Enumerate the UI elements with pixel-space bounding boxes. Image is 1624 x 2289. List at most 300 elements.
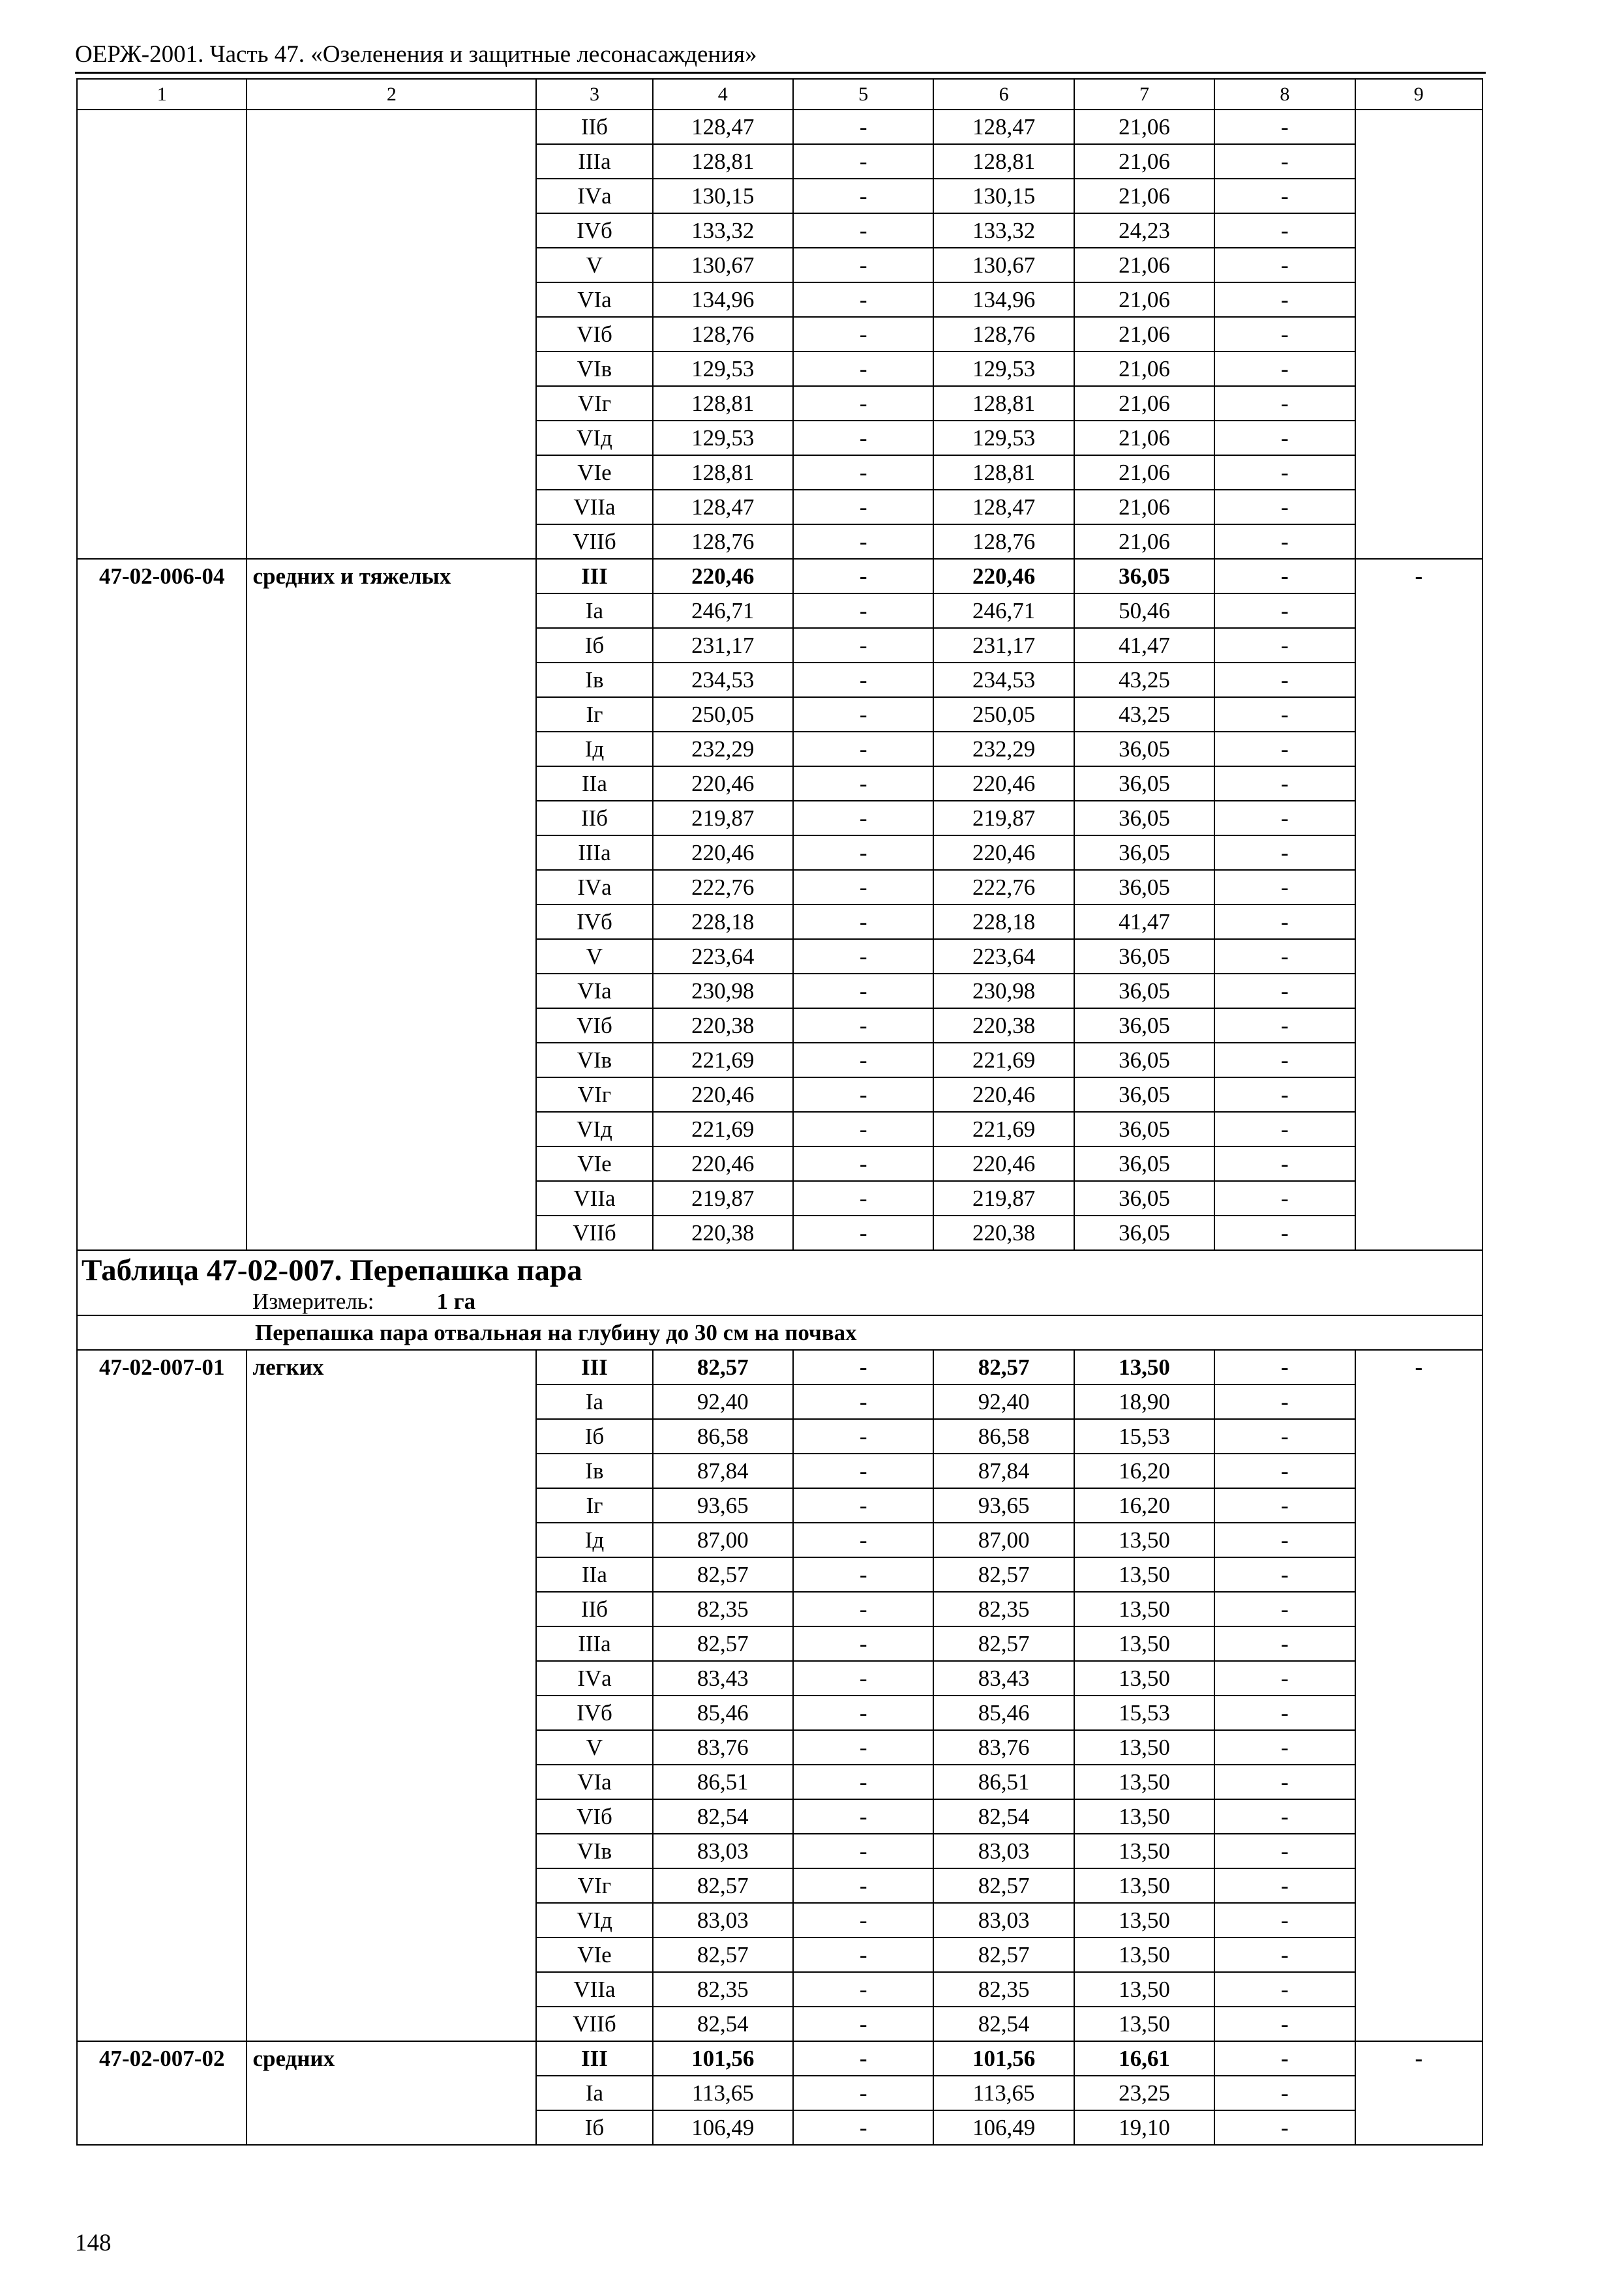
- rank: IIб: [536, 801, 652, 835]
- materials: -: [1214, 421, 1355, 455]
- worker-wages: -: [793, 1523, 933, 1557]
- materials: -: [1214, 732, 1355, 766]
- rates-table: [76, 78, 1483, 2146]
- worker-wages: -: [793, 317, 933, 352]
- total-cost: 92,40: [653, 1384, 793, 1419]
- total-cost: 83,76: [653, 1730, 793, 1765]
- driver-wages: 36,05: [1074, 801, 1214, 835]
- worker-wages: -: [793, 1730, 933, 1765]
- materials: -: [1214, 2076, 1355, 2110]
- total-cost: 230,98: [653, 974, 793, 1008]
- driver-wages: 15,53: [1074, 1696, 1214, 1730]
- measure-label: Измеритель:: [252, 1289, 374, 1314]
- materials: -: [1214, 1454, 1355, 1488]
- total-cost: 222,76: [653, 870, 793, 905]
- materials: -: [1214, 1696, 1355, 1730]
- worker-wages: -: [793, 1972, 933, 2007]
- total-cost: 220,46: [653, 1146, 793, 1181]
- total-cost: 134,96: [653, 282, 793, 317]
- note: -: [1355, 1350, 1482, 2041]
- rank: IIIа: [536, 1626, 652, 1661]
- rank: IVб: [536, 213, 652, 248]
- rank: VIб: [536, 1799, 652, 1834]
- total-cost: 220,46: [653, 559, 793, 593]
- machine-cost: 228,18: [933, 905, 1074, 939]
- rank: V: [536, 1730, 652, 1765]
- total-cost: 129,53: [653, 421, 793, 455]
- total-cost: 219,87: [653, 1181, 793, 1216]
- total-cost: 130,67: [653, 248, 793, 282]
- machine-cost: 82,57: [933, 1626, 1074, 1661]
- worker-wages: -: [793, 593, 933, 628]
- rank: IVа: [536, 870, 652, 905]
- rank: Iа: [536, 593, 652, 628]
- machine-cost: 85,46: [933, 1696, 1074, 1730]
- driver-wages: 36,05: [1074, 870, 1214, 905]
- table-body: [77, 79, 1482, 2145]
- worker-wages: -: [793, 1146, 933, 1181]
- rank: Iд: [536, 1523, 652, 1557]
- rank: III: [536, 559, 652, 593]
- worker-wages: -: [793, 1216, 933, 1250]
- driver-wages: 21,06: [1074, 179, 1214, 213]
- machine-cost: 82,35: [933, 1972, 1074, 2007]
- worker-wages: -: [793, 352, 933, 386]
- rank: Iв: [536, 663, 652, 697]
- worker-wages: -: [793, 1937, 933, 1972]
- machine-cost: 82,57: [933, 1868, 1074, 1903]
- materials: -: [1214, 1626, 1355, 1661]
- driver-wages: 18,90: [1074, 1384, 1214, 1419]
- column-number-2: 2: [247, 79, 536, 110]
- rank: Iа: [536, 1384, 652, 1419]
- driver-wages: 36,05: [1074, 559, 1214, 593]
- worker-wages: -: [793, 835, 933, 870]
- total-cost: 83,03: [653, 1834, 793, 1868]
- total-cost: 246,71: [653, 593, 793, 628]
- total-cost: 220,46: [653, 1077, 793, 1112]
- rank: VIIа: [536, 1181, 652, 1216]
- machine-cost: 87,84: [933, 1454, 1074, 1488]
- machine-cost: 86,58: [933, 1419, 1074, 1454]
- rank: VIIб: [536, 1216, 652, 1250]
- table-row-main: [77, 1350, 1482, 1384]
- materials: -: [1214, 1043, 1355, 1077]
- driver-wages: 13,50: [1074, 1661, 1214, 1696]
- materials: -: [1214, 1350, 1355, 1384]
- rate-code: 47-02-007-01: [77, 1350, 247, 2041]
- machine-cost: 93,65: [933, 1488, 1074, 1523]
- total-cost: 82,57: [653, 1350, 793, 1384]
- total-cost: 128,81: [653, 386, 793, 421]
- materials: -: [1214, 697, 1355, 732]
- rank: Iб: [536, 2110, 652, 2145]
- rank: Iа: [536, 2076, 652, 2110]
- materials: -: [1214, 1557, 1355, 1592]
- machine-cost: 219,87: [933, 1181, 1074, 1216]
- rank: IIIа: [536, 835, 652, 870]
- rank: IIб: [536, 110, 652, 144]
- materials: -: [1214, 213, 1355, 248]
- worker-wages: -: [793, 2041, 933, 2076]
- rank: IVа: [536, 1661, 652, 1696]
- materials: -: [1214, 524, 1355, 559]
- machine-cost: 220,38: [933, 1008, 1074, 1043]
- rank: VIд: [536, 1112, 652, 1146]
- driver-wages: 36,05: [1074, 766, 1214, 801]
- machine-cost: 220,46: [933, 1146, 1074, 1181]
- driver-wages: 23,25: [1074, 2076, 1214, 2110]
- driver-wages: 21,06: [1074, 352, 1214, 386]
- materials: -: [1214, 801, 1355, 835]
- rank: VIе: [536, 455, 652, 490]
- worker-wages: -: [793, 1350, 933, 1384]
- worker-wages: -: [793, 110, 933, 144]
- total-cost: 86,51: [653, 1765, 793, 1799]
- machine-cost: 220,46: [933, 1077, 1074, 1112]
- table-title: Таблица 47-02-007. Перепашка пара: [82, 1253, 582, 1287]
- table-row-main: [77, 2041, 1482, 2076]
- section-title: Перепашка пара отвальная на глубину до 30 см на почвах: [77, 1315, 1482, 1350]
- machine-cost: 86,51: [933, 1765, 1074, 1799]
- total-cost: 87,84: [653, 1454, 793, 1488]
- materials: -: [1214, 870, 1355, 905]
- machine-cost: 221,69: [933, 1043, 1074, 1077]
- total-cost: 220,38: [653, 1008, 793, 1043]
- column-number-5: 5: [793, 79, 933, 110]
- worker-wages: -: [793, 1903, 933, 1937]
- driver-wages: 21,06: [1074, 282, 1214, 317]
- total-cost: 234,53: [653, 663, 793, 697]
- table-row: [77, 110, 1482, 144]
- rank: VIв: [536, 352, 652, 386]
- measure-line: [78, 1289, 1482, 1315]
- materials: -: [1214, 1488, 1355, 1523]
- materials: -: [1214, 663, 1355, 697]
- driver-wages: 21,06: [1074, 490, 1214, 524]
- materials: -: [1214, 1937, 1355, 1972]
- total-cost: 231,17: [653, 628, 793, 663]
- column-number-4: 4: [653, 79, 793, 110]
- rate-name: средних: [247, 2041, 536, 2145]
- driver-wages: 13,50: [1074, 1626, 1214, 1661]
- rank: VIа: [536, 1765, 652, 1799]
- table-row-main: [77, 559, 1482, 593]
- driver-wages: 43,25: [1074, 697, 1214, 732]
- machine-cost: 250,05: [933, 697, 1074, 732]
- rank: VIIб: [536, 524, 652, 559]
- driver-wages: 13,50: [1074, 1592, 1214, 1626]
- machine-cost: 128,81: [933, 455, 1074, 490]
- materials: -: [1214, 1661, 1355, 1696]
- driver-wages: 13,50: [1074, 1868, 1214, 1903]
- rank: IVа: [536, 179, 652, 213]
- worker-wages: -: [793, 524, 933, 559]
- driver-wages: 16,20: [1074, 1488, 1214, 1523]
- total-cost: 250,05: [653, 697, 793, 732]
- materials: -: [1214, 1834, 1355, 1868]
- rate-code: [77, 110, 247, 559]
- machine-cost: 232,29: [933, 732, 1074, 766]
- machine-cost: 82,57: [933, 1937, 1074, 1972]
- total-cost: 82,54: [653, 1799, 793, 1834]
- materials: -: [1214, 835, 1355, 870]
- total-cost: 130,15: [653, 179, 793, 213]
- worker-wages: -: [793, 1488, 933, 1523]
- driver-wages: 21,06: [1074, 317, 1214, 352]
- machine-cost: 83,43: [933, 1661, 1074, 1696]
- materials: -: [1214, 1419, 1355, 1454]
- worker-wages: -: [793, 1799, 933, 1834]
- measure-value: 1 га: [436, 1289, 476, 1314]
- page-number: 148: [75, 2230, 112, 2256]
- total-cost: 128,76: [653, 524, 793, 559]
- rank: IIа: [536, 766, 652, 801]
- worker-wages: -: [793, 663, 933, 697]
- rank: VIе: [536, 1937, 652, 1972]
- materials: -: [1214, 179, 1355, 213]
- worker-wages: -: [793, 455, 933, 490]
- total-cost: 82,57: [653, 1557, 793, 1592]
- machine-cost: 220,46: [933, 835, 1074, 870]
- worker-wages: -: [793, 248, 933, 282]
- machine-cost: 82,35: [933, 1592, 1074, 1626]
- total-cost: 133,32: [653, 213, 793, 248]
- machine-cost: 83,03: [933, 1834, 1074, 1868]
- materials: -: [1214, 144, 1355, 179]
- rank: VIа: [536, 974, 652, 1008]
- driver-wages: 16,61: [1074, 2041, 1214, 2076]
- total-cost: 128,76: [653, 317, 793, 352]
- materials: -: [1214, 1181, 1355, 1216]
- driver-wages: 21,06: [1074, 248, 1214, 282]
- machine-cost: 128,76: [933, 524, 1074, 559]
- rank: IIIа: [536, 144, 652, 179]
- machine-cost: 83,76: [933, 1730, 1074, 1765]
- machine-cost: 82,57: [933, 1350, 1074, 1384]
- driver-wages: 21,06: [1074, 524, 1214, 559]
- driver-wages: 36,05: [1074, 1216, 1214, 1250]
- materials: -: [1214, 1868, 1355, 1903]
- driver-wages: 21,06: [1074, 455, 1214, 490]
- worker-wages: -: [793, 144, 933, 179]
- total-cost: 82,57: [653, 1937, 793, 1972]
- machine-cost: 230,98: [933, 974, 1074, 1008]
- driver-wages: 16,20: [1074, 1454, 1214, 1488]
- materials: -: [1214, 593, 1355, 628]
- materials: -: [1214, 1146, 1355, 1181]
- total-cost: 83,03: [653, 1903, 793, 1937]
- worker-wages: -: [793, 697, 933, 732]
- total-cost: 82,57: [653, 1868, 793, 1903]
- materials: -: [1214, 1799, 1355, 1834]
- driver-wages: 15,53: [1074, 1419, 1214, 1454]
- rank: VIа: [536, 282, 652, 317]
- worker-wages: -: [793, 974, 933, 1008]
- machine-cost: 234,53: [933, 663, 1074, 697]
- total-cost: 221,69: [653, 1112, 793, 1146]
- rank: VIIб: [536, 2007, 652, 2041]
- driver-wages: 50,46: [1074, 593, 1214, 628]
- worker-wages: -: [793, 1834, 933, 1868]
- machine-cost: 220,46: [933, 766, 1074, 801]
- rank: III: [536, 2041, 652, 2076]
- materials: -: [1214, 1077, 1355, 1112]
- machine-cost: 101,56: [933, 2041, 1074, 2076]
- machine-cost: 128,81: [933, 386, 1074, 421]
- section-title-row: [77, 1315, 1482, 1350]
- column-number-8: 8: [1214, 79, 1355, 110]
- driver-wages: 36,05: [1074, 1043, 1214, 1077]
- materials: -: [1214, 1592, 1355, 1626]
- machine-cost: 128,81: [933, 144, 1074, 179]
- machine-cost: 87,00: [933, 1523, 1074, 1557]
- rank: VIб: [536, 317, 652, 352]
- materials: -: [1214, 1384, 1355, 1419]
- rate-name: [247, 110, 536, 559]
- rank: Iг: [536, 1488, 652, 1523]
- materials: -: [1214, 1523, 1355, 1557]
- driver-wages: 21,06: [1074, 386, 1214, 421]
- machine-cost: 128,47: [933, 110, 1074, 144]
- driver-wages: 36,05: [1074, 1146, 1214, 1181]
- total-cost: 113,65: [653, 2076, 793, 2110]
- worker-wages: -: [793, 1557, 933, 1592]
- column-number-row: [77, 79, 1482, 110]
- materials: -: [1214, 282, 1355, 317]
- worker-wages: -: [793, 939, 933, 974]
- materials: -: [1214, 2110, 1355, 2145]
- total-cost: 82,54: [653, 2007, 793, 2041]
- worker-wages: -: [793, 2076, 933, 2110]
- total-cost: 82,57: [653, 1626, 793, 1661]
- driver-wages: 41,47: [1074, 905, 1214, 939]
- materials: -: [1214, 974, 1355, 1008]
- driver-wages: 36,05: [1074, 835, 1214, 870]
- driver-wages: 36,05: [1074, 1008, 1214, 1043]
- materials: -: [1214, 248, 1355, 282]
- machine-cost: 219,87: [933, 801, 1074, 835]
- rank: VIв: [536, 1834, 652, 1868]
- machine-cost: 134,96: [933, 282, 1074, 317]
- driver-wages: 36,05: [1074, 939, 1214, 974]
- materials: -: [1214, 1008, 1355, 1043]
- worker-wages: -: [793, 870, 933, 905]
- machine-cost: 246,71: [933, 593, 1074, 628]
- column-number-3: 3: [536, 79, 652, 110]
- machine-cost: 113,65: [933, 2076, 1074, 2110]
- worker-wages: -: [793, 801, 933, 835]
- rank: Iб: [536, 1419, 652, 1454]
- rank: IVб: [536, 905, 652, 939]
- total-cost: 223,64: [653, 939, 793, 974]
- materials: -: [1214, 386, 1355, 421]
- worker-wages: -: [793, 282, 933, 317]
- worker-wages: -: [793, 1112, 933, 1146]
- machine-cost: 92,40: [933, 1384, 1074, 1419]
- rank: IIа: [536, 1557, 652, 1592]
- worker-wages: -: [793, 421, 933, 455]
- worker-wages: -: [793, 213, 933, 248]
- materials: -: [1214, 317, 1355, 352]
- worker-wages: -: [793, 179, 933, 213]
- total-cost: 220,46: [653, 766, 793, 801]
- total-cost: 86,58: [653, 1419, 793, 1454]
- note: -: [1355, 559, 1482, 1250]
- column-number-7: 7: [1074, 79, 1214, 110]
- total-cost: 220,38: [653, 1216, 793, 1250]
- worker-wages: -: [793, 2110, 933, 2145]
- machine-cost: 231,17: [933, 628, 1074, 663]
- materials: -: [1214, 490, 1355, 524]
- worker-wages: -: [793, 1077, 933, 1112]
- materials: -: [1214, 1730, 1355, 1765]
- rank: Iг: [536, 697, 652, 732]
- driver-wages: 21,06: [1074, 421, 1214, 455]
- worker-wages: -: [793, 1661, 933, 1696]
- note: [1355, 110, 1482, 559]
- column-number-6: 6: [933, 79, 1074, 110]
- worker-wages: -: [793, 766, 933, 801]
- total-cost: 128,47: [653, 490, 793, 524]
- total-cost: 85,46: [653, 1696, 793, 1730]
- materials: -: [1214, 939, 1355, 974]
- rate-name: средних и тяжелых: [247, 559, 536, 1250]
- worker-wages: -: [793, 732, 933, 766]
- total-cost: 128,81: [653, 144, 793, 179]
- column-number-9: 9: [1355, 79, 1482, 110]
- total-cost: 83,43: [653, 1661, 793, 1696]
- rate-name: легких: [247, 1350, 536, 2041]
- worker-wages: -: [793, 490, 933, 524]
- rank: VIг: [536, 1868, 652, 1903]
- header-rule: [75, 72, 1486, 74]
- machine-cost: 130,67: [933, 248, 1074, 282]
- rank: VIв: [536, 1043, 652, 1077]
- worker-wages: -: [793, 1419, 933, 1454]
- rate-code: 47-02-006-04: [77, 559, 247, 1250]
- driver-wages: 13,50: [1074, 1937, 1214, 1972]
- total-cost: 129,53: [653, 352, 793, 386]
- driver-wages: 13,50: [1074, 1730, 1214, 1765]
- machine-cost: 220,46: [933, 559, 1074, 593]
- materials: -: [1214, 455, 1355, 490]
- total-cost: 87,00: [653, 1523, 793, 1557]
- page-header: ОЕРЖ-2001. Часть 47. «Озеленения и защитные лесонасаждения»: [75, 41, 757, 68]
- machine-cost: 106,49: [933, 2110, 1074, 2145]
- machine-cost: 220,38: [933, 1216, 1074, 1250]
- driver-wages: 36,05: [1074, 1077, 1214, 1112]
- rank: VIд: [536, 1903, 652, 1937]
- total-cost: 219,87: [653, 801, 793, 835]
- materials: -: [1214, 628, 1355, 663]
- worker-wages: -: [793, 1181, 933, 1216]
- rank: Iд: [536, 732, 652, 766]
- driver-wages: 13,50: [1074, 1523, 1214, 1557]
- rank: VIб: [536, 1008, 652, 1043]
- machine-cost: 129,53: [933, 421, 1074, 455]
- driver-wages: 36,05: [1074, 1112, 1214, 1146]
- rank: IIб: [536, 1592, 652, 1626]
- rank: VIIа: [536, 1972, 652, 2007]
- worker-wages: -: [793, 628, 933, 663]
- total-cost: 228,18: [653, 905, 793, 939]
- materials: -: [1214, 110, 1355, 144]
- rank: Iб: [536, 628, 652, 663]
- rank: V: [536, 939, 652, 974]
- worker-wages: -: [793, 1868, 933, 1903]
- driver-wages: 13,50: [1074, 1799, 1214, 1834]
